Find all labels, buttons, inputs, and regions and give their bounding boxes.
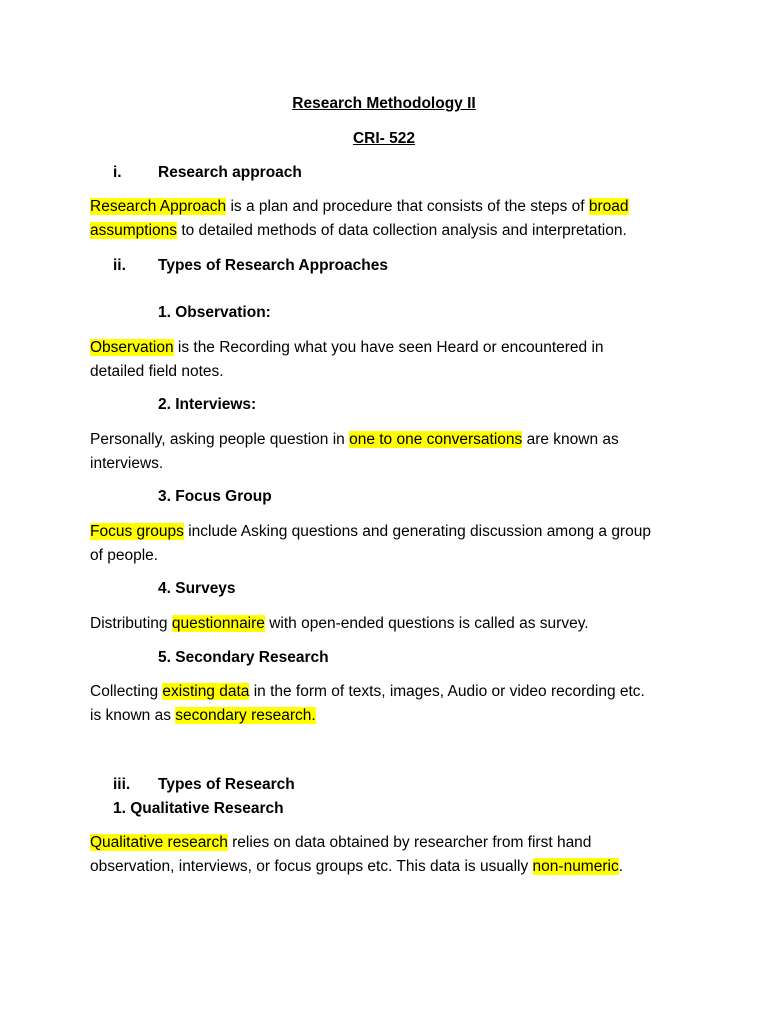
paragraph-qualitative-research bbox=[90, 831, 690, 879]
paragraph-interviews bbox=[90, 428, 690, 476]
subheading-interviews: 2. Interviews: bbox=[158, 396, 257, 413]
section-heading-research-approach: Research approach bbox=[158, 164, 302, 181]
paragraph-secondary-research bbox=[90, 680, 690, 728]
course-code: CRI- 522 bbox=[352, 130, 416, 147]
text: . bbox=[618, 858, 624, 875]
text: Personally, asking people question in bbox=[90, 431, 350, 448]
section-heading-types-of-approaches: Types of Research Approaches bbox=[158, 257, 388, 274]
text: is the Recording what you have seen Heard or encountered in bbox=[173, 339, 604, 356]
highlight: existing data bbox=[162, 683, 250, 700]
highlight: Observation bbox=[90, 339, 174, 356]
highlight: secondary research. bbox=[175, 707, 316, 724]
text: to detailed methods of data collection analysis and interpretation. bbox=[177, 222, 627, 239]
paragraph-research-approach bbox=[90, 195, 690, 243]
subheading-focus-group: 3. Focus Group bbox=[158, 488, 272, 505]
subheading-observation: 1. Observation: bbox=[158, 304, 271, 321]
highlight: questionnaire bbox=[171, 615, 265, 632]
paragraph-surveys bbox=[90, 612, 690, 636]
text: in the form of texts, images, Audio or video recording etc. bbox=[249, 683, 645, 700]
text: of people. bbox=[90, 547, 159, 564]
paragraph-observation bbox=[90, 336, 690, 384]
section-number-ii: ii. bbox=[113, 257, 126, 274]
highlight: assumptions bbox=[90, 222, 178, 239]
section-number-i: i. bbox=[113, 164, 122, 181]
section-number-iii: iii. bbox=[113, 776, 131, 793]
highlight: one to one conversations bbox=[349, 431, 523, 448]
highlight: Qualitative research bbox=[90, 834, 228, 851]
highlight: Research Approach bbox=[90, 198, 227, 215]
text: interviews. bbox=[90, 455, 164, 472]
text: with open-ended questions is called as survey. bbox=[264, 615, 589, 632]
highlight: non-numeric bbox=[532, 858, 619, 875]
paragraph-focus-group bbox=[90, 520, 690, 568]
subheading-secondary-research: 5. Secondary Research bbox=[158, 649, 329, 666]
text: observation, interviews, or focus groups etc. This data is usually bbox=[90, 858, 533, 875]
text: Distributing bbox=[90, 615, 172, 632]
document-title: Research Methodology II bbox=[292, 95, 476, 112]
text: is a plan and procedure that consists of the steps of bbox=[226, 198, 589, 215]
text: Collecting bbox=[90, 683, 163, 700]
text: relies on data obtained by researcher from first hand bbox=[227, 834, 592, 851]
section-heading-types-of-research: Types of Research bbox=[158, 776, 295, 793]
text: detailed field notes. bbox=[90, 363, 224, 380]
subheading-qualitative-research: 1. Qualitative Research bbox=[113, 800, 284, 817]
text: are known as bbox=[522, 431, 619, 448]
text: include Asking questions and generating discussion among a group bbox=[183, 523, 651, 540]
text: is known as bbox=[90, 707, 176, 724]
subheading-surveys: 4. Surveys bbox=[158, 580, 236, 597]
highlight: Focus groups bbox=[90, 523, 184, 540]
highlight: broad bbox=[588, 198, 629, 215]
